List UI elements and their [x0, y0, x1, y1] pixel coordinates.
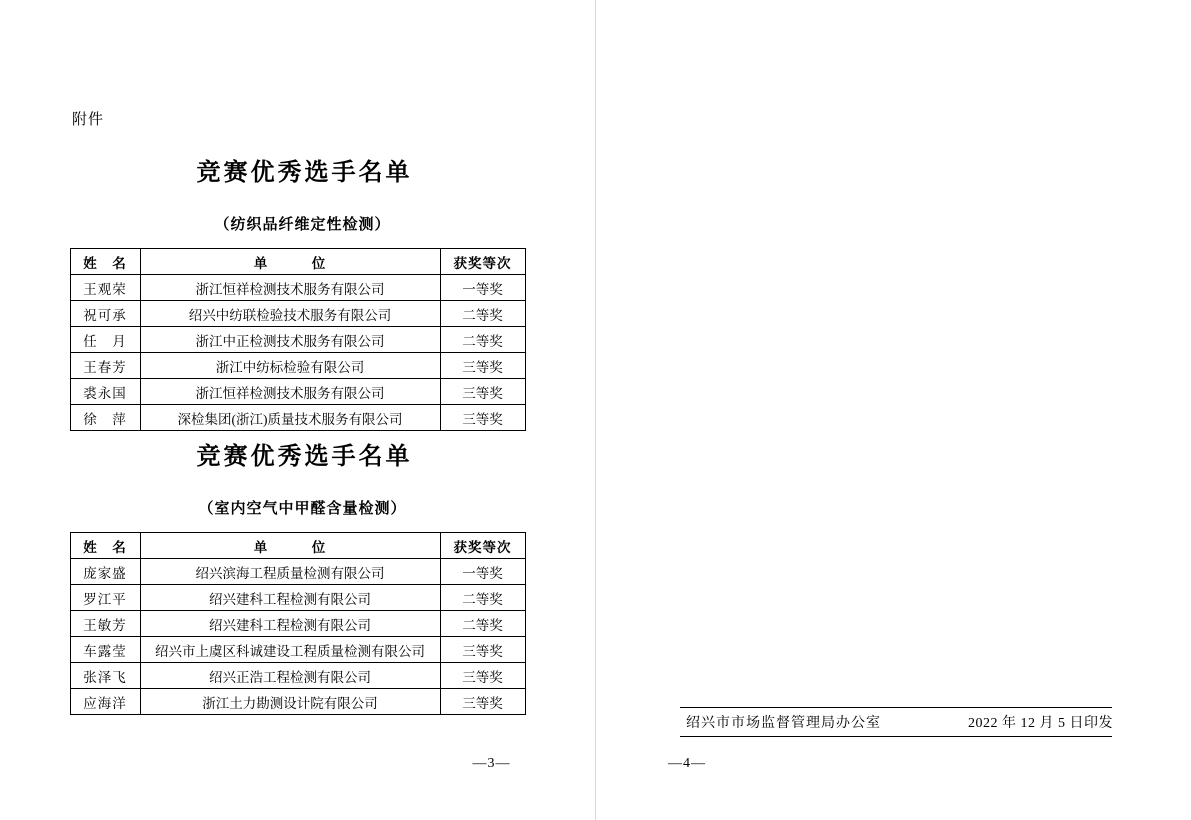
cell-name: 罗江平 — [70, 585, 140, 611]
cell-award: 三等奖 — [440, 353, 525, 379]
column-header-name: 姓 名 — [70, 249, 140, 275]
table-row — [70, 301, 525, 327]
footer-divider-top — [680, 707, 1112, 708]
table-row — [70, 611, 525, 637]
table-row — [70, 689, 525, 715]
cell-award: 一等奖 — [440, 559, 525, 585]
cell-award: 三等奖 — [440, 405, 525, 431]
section-subtitle: （纺织品纤维定性检测） — [214, 217, 391, 233]
column-header-unit: 单 位 — [140, 533, 440, 559]
section-title: 竞赛优秀选手名单 — [196, 160, 413, 186]
cell-unit: 浙江土力勘测设计院有限公司 — [140, 689, 440, 715]
award-table-formaldehyde — [70, 532, 526, 715]
table-row — [70, 275, 525, 301]
table-row — [70, 559, 525, 585]
table-row — [70, 405, 525, 431]
cell-award: 三等奖 — [440, 663, 525, 689]
column-header-award: 获奖等次 — [440, 249, 525, 275]
cell-name: 车露莹 — [70, 637, 140, 663]
section-title: 竞赛优秀选手名单 — [196, 444, 413, 470]
section-textile — [0, 152, 595, 431]
column-header-name: 姓 名 — [70, 533, 140, 559]
table-row — [70, 637, 525, 663]
cell-name: 王观荣 — [70, 275, 140, 301]
table-row — [70, 663, 525, 689]
cell-award: 三等奖 — [440, 637, 525, 663]
cell-name: 祝可承 — [70, 301, 140, 327]
page-number-left: —3— — [472, 756, 511, 771]
cell-name: 张泽飞 — [70, 663, 140, 689]
cell-award: 二等奖 — [440, 301, 525, 327]
award-table-textile — [70, 248, 526, 431]
cell-unit: 浙江中正检测技术服务有限公司 — [140, 327, 440, 353]
footer-divider-bottom — [680, 736, 1112, 737]
table-row — [70, 353, 525, 379]
table-header-row — [70, 249, 525, 275]
footer-date: 2022 年 12 月 5 日印发 — [968, 716, 1113, 731]
cell-award: 一等奖 — [440, 275, 525, 301]
table-row — [70, 379, 525, 405]
page-left — [0, 0, 595, 820]
cell-name: 王敏芳 — [70, 611, 140, 637]
cell-unit: 绍兴市上虞区科诚建设工程质量检测有限公司 — [140, 637, 440, 663]
cell-award: 二等奖 — [440, 585, 525, 611]
cell-unit: 绍兴建科工程检测有限公司 — [140, 611, 440, 637]
table-row — [70, 585, 525, 611]
cell-unit: 浙江恒祥检测技术服务有限公司 — [140, 379, 440, 405]
section-formaldehyde — [0, 436, 595, 715]
cell-name: 徐 萍 — [70, 405, 140, 431]
cell-unit: 绍兴滨海工程质量检测有限公司 — [140, 559, 440, 585]
cell-unit: 浙江中纺标检验有限公司 — [140, 353, 440, 379]
attachment-label: 附件 — [72, 112, 105, 128]
cell-unit: 绍兴中纺联检验技术服务有限公司 — [140, 301, 440, 327]
page-number-right: —4— — [668, 756, 706, 771]
cell-name: 庞家盛 — [70, 559, 140, 585]
cell-award: 三等奖 — [440, 689, 525, 715]
cell-name: 王春芳 — [70, 353, 140, 379]
cell-unit: 深检集团(浙江)质量技术服务有限公司 — [140, 405, 440, 431]
cell-name: 任 月 — [70, 327, 140, 353]
cell-unit: 绍兴正浩工程检测有限公司 — [140, 663, 440, 689]
cell-unit: 绍兴建科工程检测有限公司 — [140, 585, 440, 611]
footer-issuer: 绍兴市市场监督管理局办公室 — [686, 716, 881, 731]
column-header-award: 获奖等次 — [440, 533, 525, 559]
cell-award: 三等奖 — [440, 379, 525, 405]
cell-award: 二等奖 — [440, 611, 525, 637]
column-header-unit: 单 位 — [140, 249, 440, 275]
section-subtitle: （室内空气中甲醛含量检测） — [198, 501, 407, 517]
cell-unit: 浙江恒祥检测技术服务有限公司 — [140, 275, 440, 301]
table-header-row — [70, 533, 525, 559]
page-right — [595, 0, 1191, 820]
cell-award: 二等奖 — [440, 327, 525, 353]
table-row — [70, 327, 525, 353]
cell-name: 裘永国 — [70, 379, 140, 405]
cell-name: 应海洋 — [70, 689, 140, 715]
